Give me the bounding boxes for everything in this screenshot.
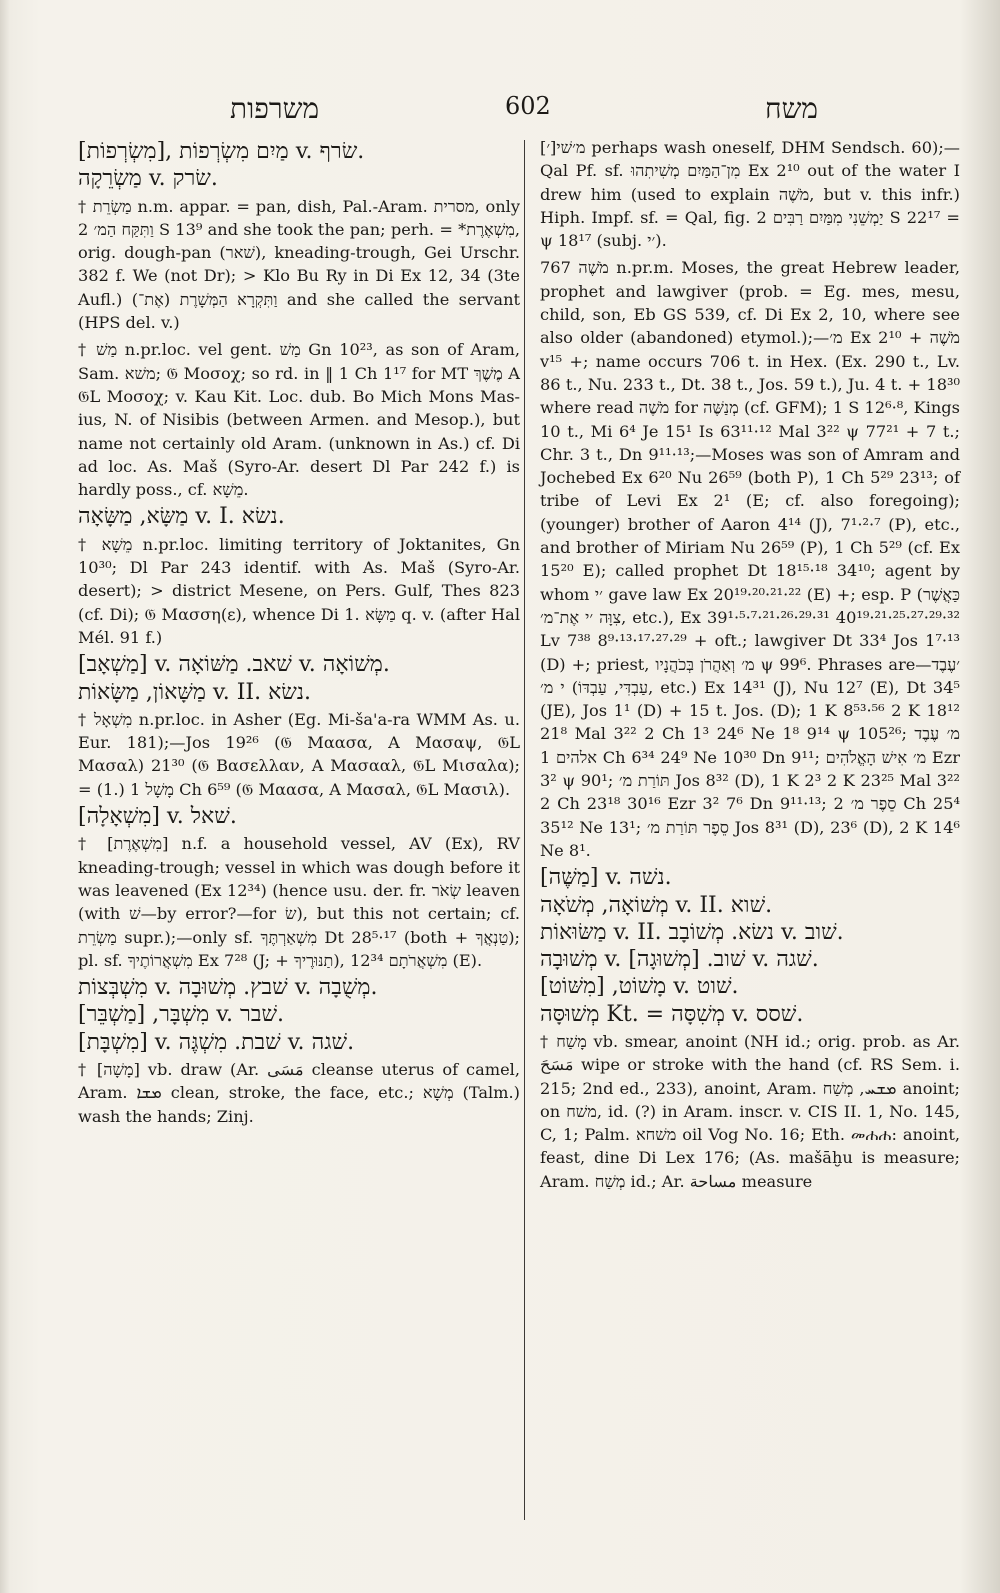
dictionary-entry: מ׳שׁי[׳] perhaps wash oneself, DHM Sendsch. 60);—Qal Pf. sf. מִן־הַמַּיִם מְשִׁיתִהוּ Ex 2¹⁰ out of the water I drew him (used to explain מֹשֶׁה, but v. this infr.) Hiph. Impf. sf. = Qal, fig. יַמְשֵׁנִי מִמַּיִם רַבִּים 2 S 22¹⁷ = ψ 18¹⁷ (subj. ׳י).	[540, 138, 960, 251]
dictionary-entry: מְשׁוּבָה v. שׁוב. [מְשׁוּגָה] v. שׁגה.	[540, 947, 819, 973]
dictionary-entry: מַשּׂוּאוֹת v. II. נשׂא. מְשׁוֹבָב v. שׁוב.	[540, 919, 844, 945]
right-column	[540, 136, 960, 1197]
dictionary-entry: מִשְׁבָּר, [מַשְׁבֵּר] v. שׁבר.	[78, 1002, 285, 1028]
dictionary-entry: [מַשְׁאָב] v. שׁאב. מַשּׁוֹאָה v. מְשׁוֹאָה.	[78, 652, 390, 678]
dictionary-entry: † מִשְׁאָל n.pr.loc. in Asher (Eg. Mi-ša'a-ra WMM As. u. Eur. 181);—Jos 19²⁶ (𝔊 Μαασα, A Μασαψ, 𝔊L Μασαλ) 21³⁰ (𝔊 Βασελλαν, A Μασααλ, 𝔊L Μισαλα); = (1.) מָשָׁל 1 Ch 6⁵⁹ (𝔊 Μαασα, A Μασαλ, 𝔊L Μασιλ).	[78, 709, 520, 799]
column-divider	[524, 140, 525, 1520]
page-number: 602	[505, 92, 551, 120]
dictionary-entry: † [מִשְׁאֶרֶת] n.f. a household vessel, AV (Ex), RV kneading-trough; vessel in which was dough before it was leavened (Ex 12³⁴) (hence usu. der. fr. שְׂאֹר leaven (with שׁ—by error?—for שׂ), but this not certain; cf. מַשְׂרֵת supr.);—only sf. מִשְׁאַרְתֶּךָ Dt 28⁵·¹⁷ (both + טַנְאֲךָ); pl. sf. מִשְׁאֲרוֹתֶיךָ Ex 7²⁸ (J; + תַנּוּרֶיךָ), מִשְׁאֲרֹתָם 12³⁴ (E).	[78, 834, 521, 970]
dictionary-entry: מִשְׁבְּצוֹת v. שׁבץ. מְשׁוּבָה v. מְשֻׁבָה.	[78, 975, 378, 1001]
running-head-right: משח	[765, 92, 818, 125]
left-column	[78, 136, 520, 1132]
dictionary-entry: מַשְׂרֵקָה v. שׂרק.	[78, 166, 218, 192]
dictionary-entry: [מִשְׁאָלָה] v. שׁאל.	[78, 804, 237, 830]
dictionary-entry: מַשָּׂא, מַשָּׂאָה v. I. נשׂא.	[78, 504, 285, 530]
dictionary-entry: [מַשֶּׁה] v. נשׁה.	[540, 865, 672, 891]
dictionary-entry: † מַשְׂרֵת n.m. appar. = pan, dish, Pal.-Aram. מסרית, only וַתִּקַּח הַמ׳ 2 S 13⁹ and she took the pan; perh. = *מִשְׁאֶרֶת, orig. dough-pan (שׁאר), kneading-trough, Gei Urschr. 382 f. We (not Dr); > Klo Bu Ry in Di Ex 12, 34 (3te Aufl.) (אֶת־) וַתִּקְרָא הַמְּשָׁרֶת and she called the servant (HPS del. v.)	[78, 196, 521, 333]
dictionary-entry: מָשׁוֹט, [מִשּׁוֹט] v. שׁוט.	[540, 974, 739, 1000]
dictionary-entry: מַשָּׁאוֹן, מַשָּׂאוֹת v. II. נשׂא.	[78, 679, 312, 705]
dictionary-entry: מְשׁוֹאָה, מְשֹׁאָה v. II. שׁוא.	[540, 892, 773, 918]
dictionary-entry: מְשׁוּסָּה Kt. = מְשִׁסָּה v. שׁסס.	[540, 1001, 804, 1027]
dictionary-entry: [מִשְׂרְפוֹת], מַיִם מִשְׂרְפוֹת v. שׂרף.	[78, 139, 365, 164]
dictionary-entry: † [מָשָׁה] vb. draw (Ar. مَسَى cleanse uterus of camel, Aram. ܡܫܐ clean, stroke, the face, etc.; מְשָׁא (Talm.) wash the hands; Zinj.	[78, 1059, 520, 1126]
running-head-left: משרפות	[230, 92, 320, 125]
dictionary-entry: מֹשֶׁה 767 n.pr.m. Moses, the great Hebrew leader, prophet and lawgiver (prob. = Eg. mes, mesu, child, son, Eb GS 539, cf. Di Ex 2, 10, where see also older (abandoned) etymol.);—מ׳ Ex 2¹⁰ + מֹשֶׁה v¹⁵ +; name occurs 706 t. in Hex. (Ex. 290 t., Lv. 86 t., Nu. 233 t., Dt. 38 t., Jos. 59 t.), Ju. 4 t. + 18³⁰ where read מֹשֶׁה for מְנַשֶּׁה (cf. GFM); 1 S 12⁶·⁸, Kings 10 t., Mi 6⁴ Je 15¹ Is 63¹¹·¹² Mal 3²² ψ 77²¹ + 7 t.; Chr. 3 t., Dn 9¹¹·¹³;—Moses was son of Amram and Jochebed Ex 6²⁰ Nu 26⁵⁹ (both P), 1 Ch 5²⁹ 23¹³; of tribe of Levi Ex 2¹ (E; cf. also foregoing); (younger) brother of Aaron 4¹⁴ (J), 7¹·²·⁷ (P), etc., and brother of Miriam Nu 26⁵⁹ (P), 1 Ch 5²⁹ (cf. Ex 15²⁰ E); called prophet Dt 18¹⁵·¹⁸ 34¹⁰; agent by whom ׳י gave law Ex 20¹⁹·²⁰·²¹·²² (E) +; esp. P (כַּאֲשֶׁר צִוָּה ׳י אֶת־מ׳, etc.), Ex 39¹·⁵·⁷·²¹·²⁶·²⁹·³¹ 40¹⁹·²¹·²⁵·²⁷·²⁹·³² Lv 7³⁸ 8⁹·¹³·¹⁷·²⁷·²⁹ + oft.; lawgiver Dt 33⁴ Jos 1⁷·¹³ (D) +; priest, מ׳ וְאַהֲרֹן בְּכֹהֲנָיו ψ 99⁶. Phrases are—׳עֶבֶד י מ׳ (עַבְדִּי, עַבְדּוֹ, etc.) Ex 14³¹ (J), Nu 12⁷ (E), Dt 34⁵ (JE), Jos 1¹ (D) + 15 t. Jos. (D); 1 K 8⁵³·⁵⁶ 2 K 18¹² 21⁸ Mal 3²² 2 Ch 1³ 24⁶ Ne 1⁸ 9¹⁴ ψ 105²⁶; מ׳ עֶבֶד אלהים 1 Ch 6³⁴ 24⁹ Ne 10³⁰ Dn 9¹¹; מ׳ אִישׁ הָאֱלֹהִים Ezr 3² ψ 90¹; תּוֹרַת מ׳ Jos 8³² (D), 1 K 2³ 2 K 23²⁵ Mal 3²² 2 Ch 23¹⁸ 30¹⁶ Ezr 3² 7⁶ Dn 9¹¹·¹³; סֵפֶר מ׳ 2 Ch 25⁴ 35¹² Ne 13¹; סֵפֶר תּוֹרַת מ׳ Jos 8³¹ (D), 23⁶ (D), 2 K 14⁶ Ne 8¹.	[540, 258, 961, 860]
page-header	[60, 92, 970, 132]
dictionary-entry: [מִשְׁבָּת] v. שׁבת. מִשְׁגֶּה v. שׁגה.	[78, 1029, 355, 1055]
dictionary-entry: † מָשַׁח vb. smear, anoint (NH id.; orig. prob. as Ar. مَسَحَ wipe or stroke with the hand (cf. RS Sem. i. 215; 2nd ed., 233), anoint, Aram. ܡܫܚ, מְשַׁח anoint; on משׁח, id. (?) in Aram. inscr. v. CIS II. 1, No. 145, C, 1; Palm. משׁחא oil Vog No. 16; Eth. መሐሐ: anoint, feast, dine Di Lex 176; (As. mašāḫu is measure; Aram. מְשַׁח id.; Ar. مساحة measure	[540, 1031, 961, 1191]
dictionary-entry: † מֵשָׁא n.pr.loc. limiting territory of Joktanites, Gn 10³⁰; Dl Par 243 identif. with As. Maš (Syro-Ar. desert); > district Mesene, on Pers. Gulf, Thes 823 (cf. Di); 𝔊 Μασση(ε), whence Di 1. מַשָּׂא q. v. (after Hal Mél. 91 f.)	[78, 534, 520, 647]
dictionary-entry: † מַשׁ n.pr.loc. vel gent. מַשׁ Gn 10²³, as son of Aram, Sam. משׁא; 𝔊 Μοσοχ; so rd. in ‖ 1 Ch 1¹⁷ for MT מֶשֶׁךְ A 𝔊L Μοσοχ; v. Kau Kit. Loc. dub. Bo Mich Mons Mas-ius, N. of Nisibis (between Armen. and Mesop.), but name not certainly old Aram. (unknown in As.) cf. Di ad loc. As. Maš (Syro-Ar. desert Dl Par 242 f.) is hardly poss., cf. מֵשָׁא.	[78, 340, 520, 500]
